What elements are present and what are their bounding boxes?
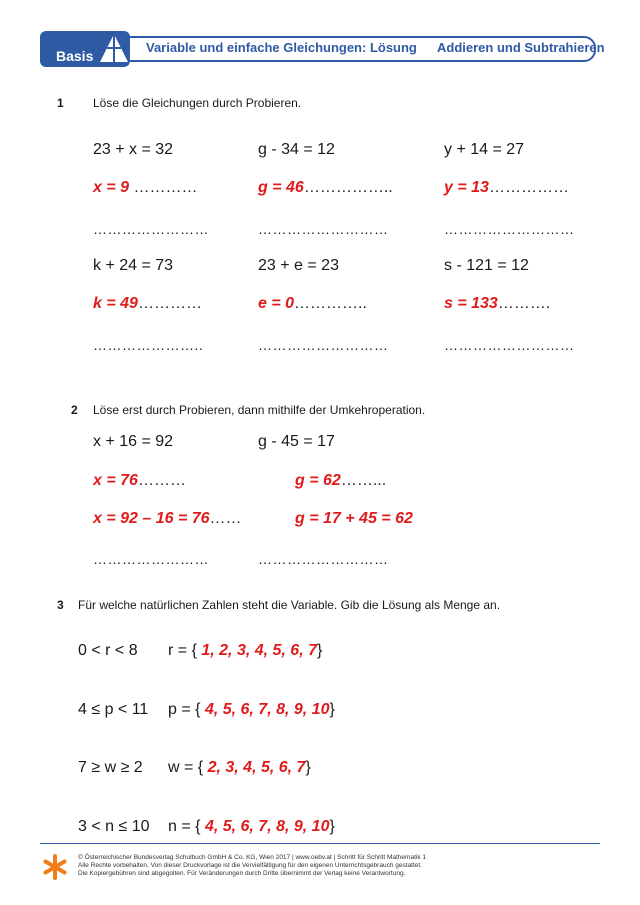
answer-line — [295, 472, 386, 490]
answer-line — [444, 179, 569, 197]
set-close: } — [305, 759, 311, 776]
answer: g = 17 + 45 = 62 — [295, 510, 413, 527]
blank-line: ………………….. — [93, 337, 204, 353]
task-1-instruction: Löse die Gleichungen durch Probieren. — [93, 96, 302, 110]
worksheet-title: Variable und einfache Gleichungen: Lösung — [146, 40, 417, 55]
set-var: r = { — [168, 642, 197, 659]
triangle-icon — [98, 32, 130, 66]
blank-line: …………………… — [93, 221, 209, 237]
blank-line: ……………………… — [258, 221, 389, 237]
answer-line — [295, 510, 413, 528]
set-solution — [168, 701, 335, 719]
equation: k + 24 = 73 — [93, 257, 174, 274]
level-badge-label: Basis — [56, 48, 94, 64]
blank-line: ……………………… — [258, 337, 389, 353]
answer-line — [93, 295, 202, 313]
answer-dots: …………….. — [303, 179, 393, 196]
set-elements: 4, 5, 6, 7, 8, 9, 10 — [204, 701, 330, 718]
answer-line — [258, 295, 367, 313]
set-solution — [168, 642, 322, 660]
set-close: } — [329, 701, 335, 718]
equation: 23 + x = 32 — [93, 141, 174, 158]
answer-line — [93, 472, 186, 490]
footer-line-1: © Österreichischer Bundesverlag Schulbuch GmbH & Co. KG, Wien 2017 | www.oebv.at | Schritt für Schritt Mathematik 1 — [78, 854, 426, 861]
answer-line — [93, 510, 242, 528]
publisher-logo-icon — [42, 852, 68, 882]
footer-copyright — [78, 854, 426, 878]
equation: y + 14 = 27 — [444, 141, 525, 158]
footer-line-2: Alle Rechte vorbehalten. Von dieser Druckvorlage ist die Vervielfältigung für den eigenen Unterrichtsgebrauch gestattet. — [78, 862, 422, 869]
answer-line — [258, 179, 393, 197]
set-condition: 4 ≤ p < 11 — [78, 701, 149, 718]
set-var: p = { — [168, 701, 201, 718]
task-1-number: 1 — [57, 96, 64, 110]
answer-dots: ………… — [137, 295, 202, 312]
set-close: } — [317, 642, 323, 659]
answer: g = 46 — [258, 179, 304, 196]
answer: y = 13 — [444, 179, 489, 196]
answer-dots: …………… — [488, 179, 569, 196]
blank-line: ……………………… — [258, 551, 389, 567]
set-var: w = { — [168, 759, 204, 776]
blank-line: ……………………… — [444, 221, 575, 237]
answer-dots: ………. — [497, 295, 551, 312]
set-solution — [168, 759, 311, 777]
answer-dots: ……... — [340, 472, 387, 489]
equation: 23 + e = 23 — [258, 257, 339, 274]
set-elements: 2, 3, 4, 5, 6, 7 — [207, 759, 306, 776]
answer: x = 9 — [93, 179, 130, 196]
blank-line: …………………… — [93, 551, 209, 567]
answer-line — [444, 295, 550, 313]
answer: s = 133 — [444, 295, 498, 312]
answer-line — [93, 179, 197, 197]
answer: x = 92 – 16 = 76 — [93, 510, 210, 527]
answer: g = 62 — [295, 472, 341, 489]
worksheet-topic: Addieren und Subtrahieren — [437, 40, 605, 55]
set-solution — [168, 818, 335, 836]
answer-dots: …… — [209, 510, 242, 527]
set-condition: 7 ≥ w ≥ 2 — [78, 759, 143, 776]
answer-dots: ……… — [137, 472, 186, 489]
task-3-instruction: Für welche natürlichen Zahlen steht die Variable. Gib die Lösung als Menge an. — [78, 598, 501, 612]
equation: s - 121 = 12 — [444, 257, 529, 274]
answer: e = 0 — [258, 295, 295, 312]
answer-dots: ………….. — [294, 295, 367, 312]
task-3-number: 3 — [57, 598, 64, 612]
equation: g - 45 = 17 — [258, 433, 335, 450]
answer: x = 76 — [93, 472, 138, 489]
equation: g - 34 = 12 — [258, 141, 335, 158]
equation: x + 16 = 92 — [93, 433, 174, 450]
footer-line-3: Die Kopiergebühren sind abgegolten. Für Veränderungen durch Dritte übernimmt der Verlag keine Verantwortung. — [78, 870, 406, 877]
set-condition: 3 < n ≤ 10 — [78, 818, 150, 835]
answer: k = 49 — [93, 295, 138, 312]
task-2-instruction: Löse erst durch Probieren, dann mithilfe der Umkehroperation. — [93, 403, 426, 417]
blank-line: ……………………… — [444, 337, 575, 353]
set-elements: 1, 2, 3, 4, 5, 6, 7 — [201, 642, 317, 659]
task-2-number: 2 — [71, 403, 78, 417]
set-elements: 4, 5, 6, 7, 8, 9, 10 — [204, 818, 330, 835]
set-close: } — [329, 818, 335, 835]
answer-dots: ………… — [129, 179, 198, 196]
footer-divider — [40, 843, 600, 844]
set-var: n = { — [168, 818, 201, 835]
set-condition: 0 < r < 8 — [78, 642, 138, 659]
